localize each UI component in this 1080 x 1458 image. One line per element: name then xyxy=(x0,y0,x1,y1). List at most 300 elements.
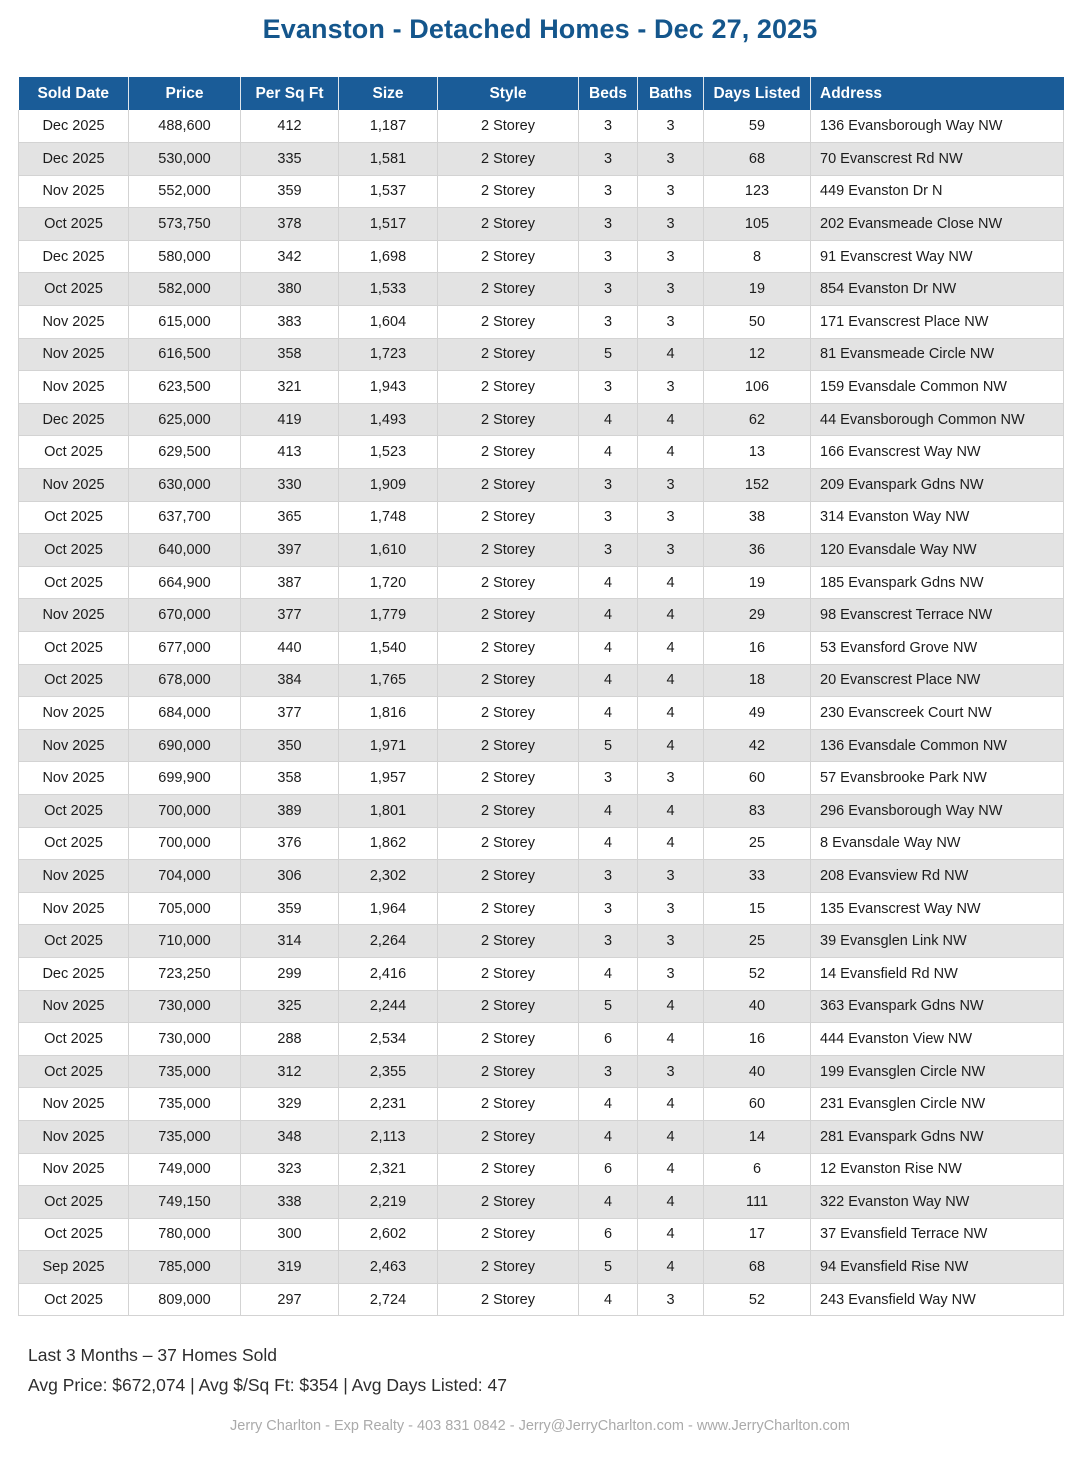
cell-sold_date: Nov 2025 xyxy=(19,1088,129,1121)
cell-size: 2,264 xyxy=(339,925,438,958)
cell-address: 20 Evanscrest Place NW xyxy=(811,664,1064,697)
cell-price: 670,000 xyxy=(129,599,241,632)
cell-sold_date: Oct 2025 xyxy=(19,436,129,469)
cell-price: 705,000 xyxy=(129,892,241,925)
cell-days_listed: 33 xyxy=(704,860,811,893)
cell-size: 1,964 xyxy=(339,892,438,925)
cell-baths: 4 xyxy=(638,664,704,697)
cell-baths: 3 xyxy=(638,957,704,990)
cell-per_sq_ft: 350 xyxy=(241,729,339,762)
cell-per_sq_ft: 329 xyxy=(241,1088,339,1121)
cell-sold_date: Nov 2025 xyxy=(19,729,129,762)
cell-beds: 4 xyxy=(579,436,638,469)
cell-beds: 4 xyxy=(579,697,638,730)
table-row xyxy=(19,632,1064,665)
cell-sold_date: Nov 2025 xyxy=(19,306,129,339)
cell-style: 2 Storey xyxy=(438,338,579,371)
cell-days_listed: 68 xyxy=(704,1251,811,1284)
table-row xyxy=(19,1023,1064,1056)
cell-price: 723,250 xyxy=(129,957,241,990)
cell-style: 2 Storey xyxy=(438,925,579,958)
cell-address: 202 Evansmeade Close NW xyxy=(811,208,1064,241)
cell-baths: 3 xyxy=(638,762,704,795)
cell-sold_date: Oct 2025 xyxy=(19,1023,129,1056)
cell-style: 2 Storey xyxy=(438,1153,579,1186)
cell-size: 1,909 xyxy=(339,469,438,502)
cell-size: 1,187 xyxy=(339,110,438,143)
cell-price: 625,000 xyxy=(129,403,241,436)
cell-address: 449 Evanston Dr N xyxy=(811,175,1064,208)
cell-size: 1,943 xyxy=(339,371,438,404)
cell-price: 615,000 xyxy=(129,306,241,339)
cell-sold_date: Nov 2025 xyxy=(19,469,129,502)
cell-size: 1,862 xyxy=(339,827,438,860)
column-header-size[interactable]: Size xyxy=(339,77,438,110)
cell-sold_date: Nov 2025 xyxy=(19,860,129,893)
table-row xyxy=(19,566,1064,599)
column-header-per-sq-ft[interactable]: Per Sq Ft xyxy=(241,77,339,110)
cell-baths: 4 xyxy=(638,990,704,1023)
cell-style: 2 Storey xyxy=(438,501,579,534)
table-header xyxy=(19,77,1064,110)
summary-line-1: Last 3 Months – 37 Homes Sold xyxy=(28,1345,278,1365)
cell-baths: 4 xyxy=(638,1023,704,1056)
cell-baths: 3 xyxy=(638,469,704,502)
table-row xyxy=(19,501,1064,534)
cell-beds: 4 xyxy=(579,664,638,697)
cell-style: 2 Storey xyxy=(438,827,579,860)
cell-sold_date: Oct 2025 xyxy=(19,1218,129,1251)
cell-style: 2 Storey xyxy=(438,1218,579,1251)
cell-days_listed: 42 xyxy=(704,729,811,762)
table-row xyxy=(19,599,1064,632)
cell-size: 1,493 xyxy=(339,403,438,436)
cell-beds: 4 xyxy=(579,403,638,436)
cell-price: 749,000 xyxy=(129,1153,241,1186)
cell-beds: 5 xyxy=(579,338,638,371)
cell-per_sq_ft: 413 xyxy=(241,436,339,469)
cell-address: 70 Evanscrest Rd NW xyxy=(811,143,1064,176)
cell-days_listed: 60 xyxy=(704,762,811,795)
cell-style: 2 Storey xyxy=(438,273,579,306)
cell-sold_date: Nov 2025 xyxy=(19,990,129,1023)
cell-address: 166 Evanscrest Way NW xyxy=(811,436,1064,469)
cell-days_listed: 6 xyxy=(704,1153,811,1186)
cell-sold_date: Oct 2025 xyxy=(19,1055,129,1088)
cell-baths: 3 xyxy=(638,306,704,339)
cell-beds: 3 xyxy=(579,469,638,502)
cell-address: 159 Evansdale Common NW xyxy=(811,371,1064,404)
cell-price: 640,000 xyxy=(129,534,241,567)
cell-beds: 6 xyxy=(579,1218,638,1251)
cell-days_listed: 38 xyxy=(704,501,811,534)
table-row xyxy=(19,860,1064,893)
cell-per_sq_ft: 365 xyxy=(241,501,339,534)
cell-price: 700,000 xyxy=(129,827,241,860)
cell-price: 677,000 xyxy=(129,632,241,665)
column-header-address[interactable]: Address xyxy=(811,77,1064,110)
cell-per_sq_ft: 359 xyxy=(241,175,339,208)
table-row xyxy=(19,273,1064,306)
table-row xyxy=(19,1153,1064,1186)
cell-days_listed: 62 xyxy=(704,403,811,436)
cell-beds: 3 xyxy=(579,208,638,241)
cell-baths: 4 xyxy=(638,403,704,436)
cell-per_sq_ft: 358 xyxy=(241,338,339,371)
cell-price: 735,000 xyxy=(129,1120,241,1153)
cell-per_sq_ft: 335 xyxy=(241,143,339,176)
cell-size: 1,517 xyxy=(339,208,438,241)
cell-beds: 4 xyxy=(579,566,638,599)
column-header-days-listed[interactable]: Days Listed xyxy=(704,77,811,110)
cell-baths: 4 xyxy=(638,697,704,730)
cell-per_sq_ft: 376 xyxy=(241,827,339,860)
table-row xyxy=(19,371,1064,404)
cell-sold_date: Nov 2025 xyxy=(19,697,129,730)
cell-style: 2 Storey xyxy=(438,762,579,795)
cell-beds: 3 xyxy=(579,501,638,534)
cell-days_listed: 105 xyxy=(704,208,811,241)
cell-address: 208 Evansview Rd NW xyxy=(811,860,1064,893)
table-row xyxy=(19,1186,1064,1219)
cell-per_sq_ft: 358 xyxy=(241,762,339,795)
cell-per_sq_ft: 389 xyxy=(241,794,339,827)
cell-baths: 3 xyxy=(638,240,704,273)
cell-per_sq_ft: 319 xyxy=(241,1251,339,1284)
cell-sold_date: Oct 2025 xyxy=(19,273,129,306)
cell-style: 2 Storey xyxy=(438,306,579,339)
cell-price: 637,700 xyxy=(129,501,241,534)
cell-days_listed: 13 xyxy=(704,436,811,469)
cell-address: 136 Evansdale Common NW xyxy=(811,729,1064,762)
cell-beds: 4 xyxy=(579,632,638,665)
cell-beds: 4 xyxy=(579,957,638,990)
cell-sold_date: Nov 2025 xyxy=(19,599,129,632)
table-row xyxy=(19,306,1064,339)
footer-contact: Jerry Charlton - Exp Realty - 403 831 0842 - Jerry@JerryCharlton.com - www.JerryCharlton.com xyxy=(230,1418,850,1434)
cell-size: 1,801 xyxy=(339,794,438,827)
cell-address: 94 Evansfield Rise NW xyxy=(811,1251,1064,1284)
cell-price: 710,000 xyxy=(129,925,241,958)
cell-size: 1,523 xyxy=(339,436,438,469)
cell-address: 98 Evanscrest Terrace NW xyxy=(811,599,1064,632)
cell-per_sq_ft: 380 xyxy=(241,273,339,306)
cell-per_sq_ft: 325 xyxy=(241,990,339,1023)
cell-style: 2 Storey xyxy=(438,436,579,469)
cell-baths: 3 xyxy=(638,1055,704,1088)
cell-style: 2 Storey xyxy=(438,1023,579,1056)
table-row xyxy=(19,143,1064,176)
table-row xyxy=(19,403,1064,436)
table-row xyxy=(19,697,1064,730)
cell-per_sq_ft: 299 xyxy=(241,957,339,990)
cell-baths: 4 xyxy=(638,794,704,827)
cell-sold_date: Oct 2025 xyxy=(19,1186,129,1219)
cell-address: 230 Evanscreek Court NW xyxy=(811,697,1064,730)
cell-per_sq_ft: 306 xyxy=(241,860,339,893)
cell-sold_date: Oct 2025 xyxy=(19,1283,129,1316)
cell-days_listed: 83 xyxy=(704,794,811,827)
cell-baths: 4 xyxy=(638,338,704,371)
cell-size: 2,321 xyxy=(339,1153,438,1186)
cell-days_listed: 29 xyxy=(704,599,811,632)
cell-sold_date: Oct 2025 xyxy=(19,501,129,534)
cell-size: 1,779 xyxy=(339,599,438,632)
cell-per_sq_ft: 378 xyxy=(241,208,339,241)
cell-days_listed: 15 xyxy=(704,892,811,925)
table-row xyxy=(19,1251,1064,1284)
cell-price: 684,000 xyxy=(129,697,241,730)
cell-style: 2 Storey xyxy=(438,1088,579,1121)
cell-sold_date: Nov 2025 xyxy=(19,371,129,404)
cell-style: 2 Storey xyxy=(438,469,579,502)
cell-style: 2 Storey xyxy=(438,632,579,665)
cell-sold_date: Dec 2025 xyxy=(19,143,129,176)
cell-per_sq_ft: 384 xyxy=(241,664,339,697)
cell-days_listed: 17 xyxy=(704,1218,811,1251)
cell-size: 2,302 xyxy=(339,860,438,893)
column-header-style[interactable]: Style xyxy=(438,77,579,110)
table-header-row xyxy=(19,77,1064,110)
cell-style: 2 Storey xyxy=(438,729,579,762)
cell-sold_date: Nov 2025 xyxy=(19,338,129,371)
cell-style: 2 Storey xyxy=(438,599,579,632)
cell-address: 296 Evansborough Way NW xyxy=(811,794,1064,827)
cell-per_sq_ft: 314 xyxy=(241,925,339,958)
cell-sold_date: Oct 2025 xyxy=(19,534,129,567)
table-row xyxy=(19,338,1064,371)
cell-size: 1,765 xyxy=(339,664,438,697)
cell-price: 704,000 xyxy=(129,860,241,893)
cell-beds: 4 xyxy=(579,1186,638,1219)
cell-size: 1,748 xyxy=(339,501,438,534)
cell-sold_date: Oct 2025 xyxy=(19,566,129,599)
cell-beds: 3 xyxy=(579,925,638,958)
table-row xyxy=(19,534,1064,567)
cell-style: 2 Storey xyxy=(438,664,579,697)
cell-address: 120 Evansdale Way NW xyxy=(811,534,1064,567)
cell-per_sq_ft: 323 xyxy=(241,1153,339,1186)
cell-baths: 4 xyxy=(638,632,704,665)
cell-sold_date: Nov 2025 xyxy=(19,175,129,208)
cell-size: 2,724 xyxy=(339,1283,438,1316)
cell-price: 530,000 xyxy=(129,143,241,176)
cell-beds: 4 xyxy=(579,827,638,860)
cell-address: 322 Evanston Way NW xyxy=(811,1186,1064,1219)
cell-baths: 3 xyxy=(638,110,704,143)
cell-per_sq_ft: 397 xyxy=(241,534,339,567)
cell-baths: 4 xyxy=(638,827,704,860)
table-row xyxy=(19,240,1064,273)
cell-address: 12 Evanston Rise NW xyxy=(811,1153,1064,1186)
cell-days_listed: 16 xyxy=(704,1023,811,1056)
cell-size: 2,534 xyxy=(339,1023,438,1056)
cell-baths: 4 xyxy=(638,1088,704,1121)
cell-address: 81 Evansmeade Circle NW xyxy=(811,338,1064,371)
cell-size: 1,533 xyxy=(339,273,438,306)
cell-beds: 4 xyxy=(579,1120,638,1153)
cell-beds: 4 xyxy=(579,1088,638,1121)
cell-beds: 3 xyxy=(579,892,638,925)
cell-beds: 3 xyxy=(579,1055,638,1088)
cell-days_listed: 123 xyxy=(704,175,811,208)
cell-price: 690,000 xyxy=(129,729,241,762)
cell-baths: 3 xyxy=(638,143,704,176)
table-row xyxy=(19,957,1064,990)
cell-size: 1,816 xyxy=(339,697,438,730)
summary-homes-sold xyxy=(28,1345,1028,1366)
cell-baths: 4 xyxy=(638,1153,704,1186)
cell-days_listed: 19 xyxy=(704,273,811,306)
column-header-beds[interactable]: Beds xyxy=(579,77,638,110)
cell-per_sq_ft: 297 xyxy=(241,1283,339,1316)
cell-price: 552,000 xyxy=(129,175,241,208)
cell-beds: 5 xyxy=(579,1251,638,1284)
cell-size: 1,698 xyxy=(339,240,438,273)
cell-price: 664,900 xyxy=(129,566,241,599)
cell-beds: 5 xyxy=(579,990,638,1023)
cell-baths: 3 xyxy=(638,860,704,893)
summary-averages xyxy=(28,1375,1028,1396)
cell-style: 2 Storey xyxy=(438,1186,579,1219)
cell-baths: 3 xyxy=(638,208,704,241)
cell-baths: 3 xyxy=(638,371,704,404)
table-row xyxy=(19,892,1064,925)
cell-address: 136 Evansborough Way NW xyxy=(811,110,1064,143)
cell-style: 2 Storey xyxy=(438,371,579,404)
cell-days_listed: 18 xyxy=(704,664,811,697)
cell-days_listed: 36 xyxy=(704,534,811,567)
cell-address: 39 Evansglen Link NW xyxy=(811,925,1064,958)
cell-baths: 4 xyxy=(638,1251,704,1284)
cell-days_listed: 49 xyxy=(704,697,811,730)
cell-size: 2,355 xyxy=(339,1055,438,1088)
cell-per_sq_ft: 412 xyxy=(241,110,339,143)
cell-address: 199 Evansglen Circle NW xyxy=(811,1055,1064,1088)
cell-address: 135 Evanscrest Way NW xyxy=(811,892,1064,925)
cell-sold_date: Oct 2025 xyxy=(19,794,129,827)
cell-address: 314 Evanston Way NW xyxy=(811,501,1064,534)
cell-per_sq_ft: 383 xyxy=(241,306,339,339)
column-header-baths[interactable]: Baths xyxy=(638,77,704,110)
cell-baths: 3 xyxy=(638,175,704,208)
cell-per_sq_ft: 288 xyxy=(241,1023,339,1056)
table-row xyxy=(19,110,1064,143)
cell-beds: 4 xyxy=(579,794,638,827)
cell-per_sq_ft: 312 xyxy=(241,1055,339,1088)
cell-sold_date: Dec 2025 xyxy=(19,240,129,273)
cell-price: 700,000 xyxy=(129,794,241,827)
table-row xyxy=(19,1088,1064,1121)
cell-beds: 4 xyxy=(579,1283,638,1316)
cell-style: 2 Storey xyxy=(438,1251,579,1284)
cell-sold_date: Oct 2025 xyxy=(19,664,129,697)
cell-style: 2 Storey xyxy=(438,534,579,567)
cell-beds: 3 xyxy=(579,110,638,143)
cell-days_listed: 68 xyxy=(704,143,811,176)
cell-style: 2 Storey xyxy=(438,892,579,925)
cell-price: 630,000 xyxy=(129,469,241,502)
cell-days_listed: 40 xyxy=(704,990,811,1023)
cell-price: 780,000 xyxy=(129,1218,241,1251)
cell-style: 2 Storey xyxy=(438,990,579,1023)
table-row xyxy=(19,794,1064,827)
cell-per_sq_ft: 377 xyxy=(241,697,339,730)
cell-address: 209 Evanspark Gdns NW xyxy=(811,469,1064,502)
column-header-price[interactable]: Price xyxy=(129,77,241,110)
cell-style: 2 Storey xyxy=(438,794,579,827)
cell-price: 730,000 xyxy=(129,1023,241,1056)
cell-days_listed: 106 xyxy=(704,371,811,404)
cell-days_listed: 60 xyxy=(704,1088,811,1121)
cell-size: 2,219 xyxy=(339,1186,438,1219)
cell-per_sq_ft: 419 xyxy=(241,403,339,436)
cell-baths: 4 xyxy=(638,436,704,469)
cell-style: 2 Storey xyxy=(438,208,579,241)
cell-size: 1,581 xyxy=(339,143,438,176)
cell-price: 809,000 xyxy=(129,1283,241,1316)
cell-price: 785,000 xyxy=(129,1251,241,1284)
table-row xyxy=(19,1120,1064,1153)
cell-days_listed: 111 xyxy=(704,1186,811,1219)
cell-beds: 3 xyxy=(579,306,638,339)
cell-size: 1,957 xyxy=(339,762,438,795)
cell-per_sq_ft: 300 xyxy=(241,1218,339,1251)
cell-days_listed: 52 xyxy=(704,957,811,990)
cell-per_sq_ft: 359 xyxy=(241,892,339,925)
cell-size: 1,604 xyxy=(339,306,438,339)
cell-style: 2 Storey xyxy=(438,566,579,599)
cell-per_sq_ft: 387 xyxy=(241,566,339,599)
cell-address: 44 Evansborough Common NW xyxy=(811,403,1064,436)
cell-size: 2,602 xyxy=(339,1218,438,1251)
table-row xyxy=(19,664,1064,697)
cell-days_listed: 16 xyxy=(704,632,811,665)
cell-days_listed: 59 xyxy=(704,110,811,143)
cell-price: 488,600 xyxy=(129,110,241,143)
cell-address: 231 Evansglen Circle NW xyxy=(811,1088,1064,1121)
cell-beds: 3 xyxy=(579,860,638,893)
column-header-sold-date[interactable]: Sold Date xyxy=(19,77,129,110)
cell-sold_date: Nov 2025 xyxy=(19,762,129,795)
cell-per_sq_ft: 338 xyxy=(241,1186,339,1219)
table-body xyxy=(19,110,1064,1316)
cell-sold_date: Sep 2025 xyxy=(19,1251,129,1284)
cell-beds: 3 xyxy=(579,273,638,306)
cell-style: 2 Storey xyxy=(438,110,579,143)
cell-days_listed: 40 xyxy=(704,1055,811,1088)
cell-size: 2,244 xyxy=(339,990,438,1023)
cell-price: 573,750 xyxy=(129,208,241,241)
cell-size: 2,416 xyxy=(339,957,438,990)
sales-table xyxy=(18,77,1064,1316)
cell-address: 91 Evanscrest Way NW xyxy=(811,240,1064,273)
cell-price: 749,150 xyxy=(129,1186,241,1219)
cell-address: 37 Evansfield Terrace NW xyxy=(811,1218,1064,1251)
table-row xyxy=(19,469,1064,502)
cell-per_sq_ft: 342 xyxy=(241,240,339,273)
cell-per_sq_ft: 321 xyxy=(241,371,339,404)
cell-baths: 3 xyxy=(638,501,704,534)
cell-size: 1,720 xyxy=(339,566,438,599)
cell-per_sq_ft: 377 xyxy=(241,599,339,632)
cell-baths: 4 xyxy=(638,1186,704,1219)
cell-address: 854 Evanston Dr NW xyxy=(811,273,1064,306)
cell-price: 730,000 xyxy=(129,990,241,1023)
table-row xyxy=(19,1283,1064,1316)
cell-style: 2 Storey xyxy=(438,1055,579,1088)
table-row xyxy=(19,436,1064,469)
